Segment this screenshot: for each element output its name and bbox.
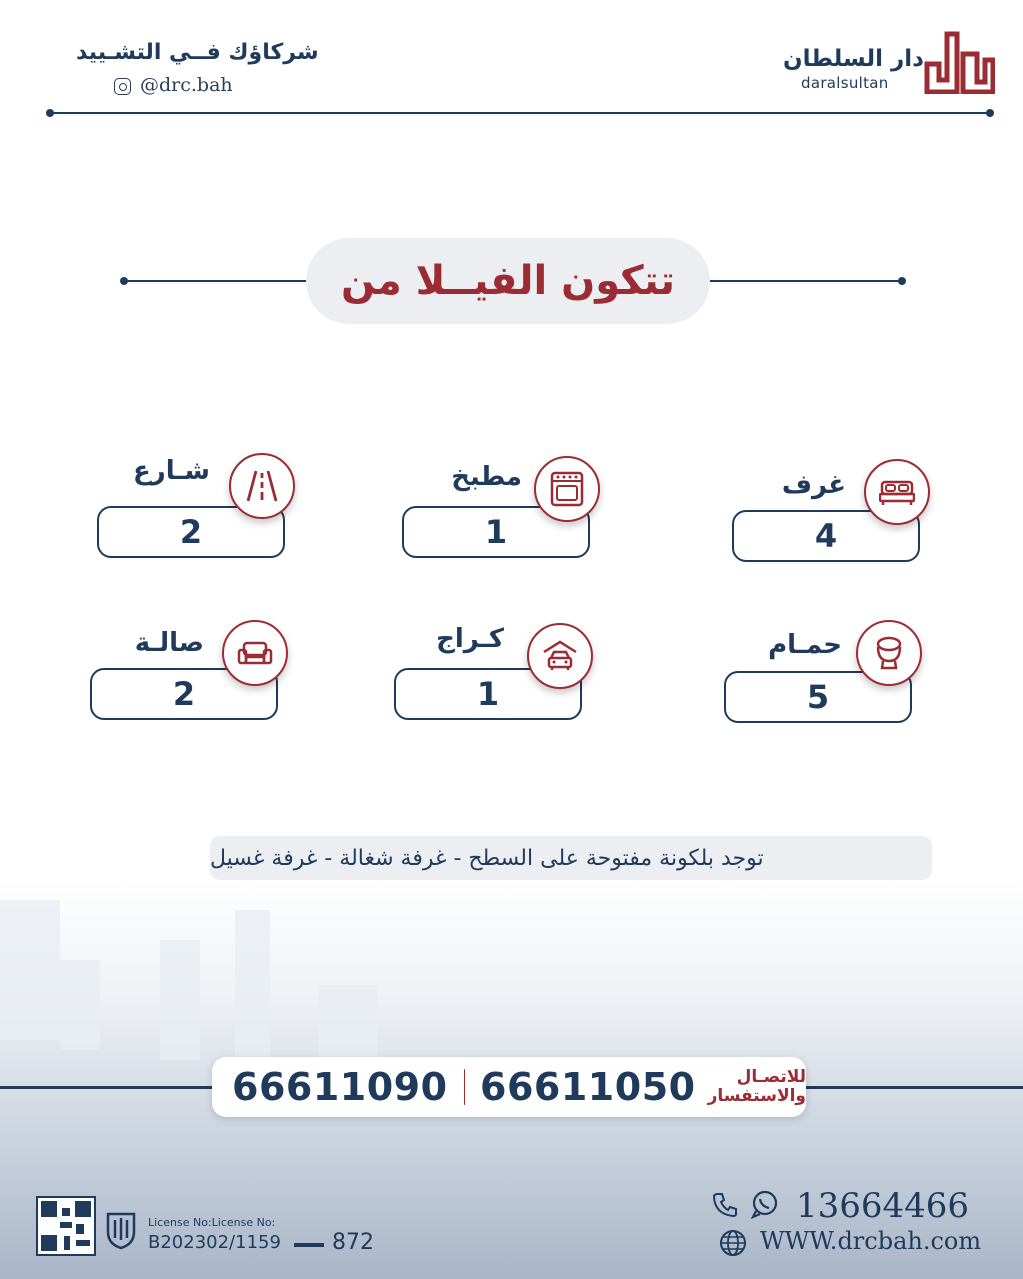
divider-dot: [46, 109, 54, 117]
divider-dot: [120, 277, 128, 285]
garage-car-icon: [527, 623, 593, 689]
header-divider: [50, 112, 990, 114]
instagram-handle[interactable]: @drc.bah: [140, 74, 233, 96]
globe-icon: [718, 1228, 748, 1262]
bathroom-label: حمـام: [768, 630, 842, 660]
street-value-box: 2: [97, 506, 285, 558]
rooms-value-box: 4: [732, 510, 920, 562]
phone-separator: [464, 1069, 465, 1105]
hall-value-box: 2: [90, 668, 278, 720]
divider-dot: [986, 109, 994, 117]
road-icon: [229, 453, 295, 519]
license-logo-icon: [106, 1210, 136, 1254]
divider-dot: [898, 277, 906, 285]
instagram-icon: [114, 78, 131, 95]
phone-number-2[interactable]: 66611050: [480, 1065, 696, 1109]
building-silhouette: [160, 940, 200, 1060]
title-line-right: [710, 280, 902, 282]
garage-label: كـراج: [436, 624, 504, 654]
building-silhouette: [0, 900, 60, 1040]
tagline: شركاؤك فــي التشـييد: [76, 40, 319, 65]
license-dash: [294, 1243, 324, 1247]
contact-bar: [212, 1057, 806, 1117]
footer-phone[interactable]: 13664466: [796, 1186, 970, 1226]
page-title: تتكون الفيــلا من: [340, 258, 675, 304]
building-silhouette: [318, 985, 378, 1060]
extras-note: توجد بلكونة مفتوحة على السطح - غرفة شغالة - غرفة غسيل: [210, 836, 932, 880]
brand-logo: [923, 30, 995, 94]
website-link[interactable]: WWW.drcbah.com: [760, 1227, 982, 1255]
title-line-left: [124, 280, 306, 282]
brand-name-arabic: دار السلطان: [783, 46, 924, 72]
hall-label: صالـة: [134, 628, 204, 658]
license-number: B202302/1159: [148, 1232, 281, 1253]
oven-icon: [534, 456, 600, 522]
phone-number-1[interactable]: 66611090: [232, 1065, 448, 1109]
toilet-icon: [856, 620, 922, 686]
street-label: شـارع: [133, 456, 210, 486]
bed-icon: [864, 459, 930, 525]
sofa-icon: [222, 620, 288, 686]
contact-label: للاتصـال والاستفسار: [707, 1067, 806, 1106]
building-silhouette: [235, 910, 270, 1060]
bathroom-value-box: 5: [724, 671, 912, 723]
phone-icon: [712, 1192, 738, 1222]
brand-name-english: daralsultan: [801, 74, 889, 92]
rooms-label: غرف: [781, 470, 846, 500]
license-label: License No:License No:: [148, 1216, 276, 1229]
kitchen-label: مطبخ: [451, 462, 522, 492]
whatsapp-icon: [750, 1189, 780, 1223]
title-pill: [306, 238, 710, 324]
qr-code[interactable]: [36, 1196, 96, 1256]
license-suffix: 872: [332, 1230, 374, 1255]
garage-value-box: 1: [394, 668, 582, 720]
kitchen-value-box: 1: [402, 506, 590, 558]
building-silhouette: [60, 960, 100, 1050]
